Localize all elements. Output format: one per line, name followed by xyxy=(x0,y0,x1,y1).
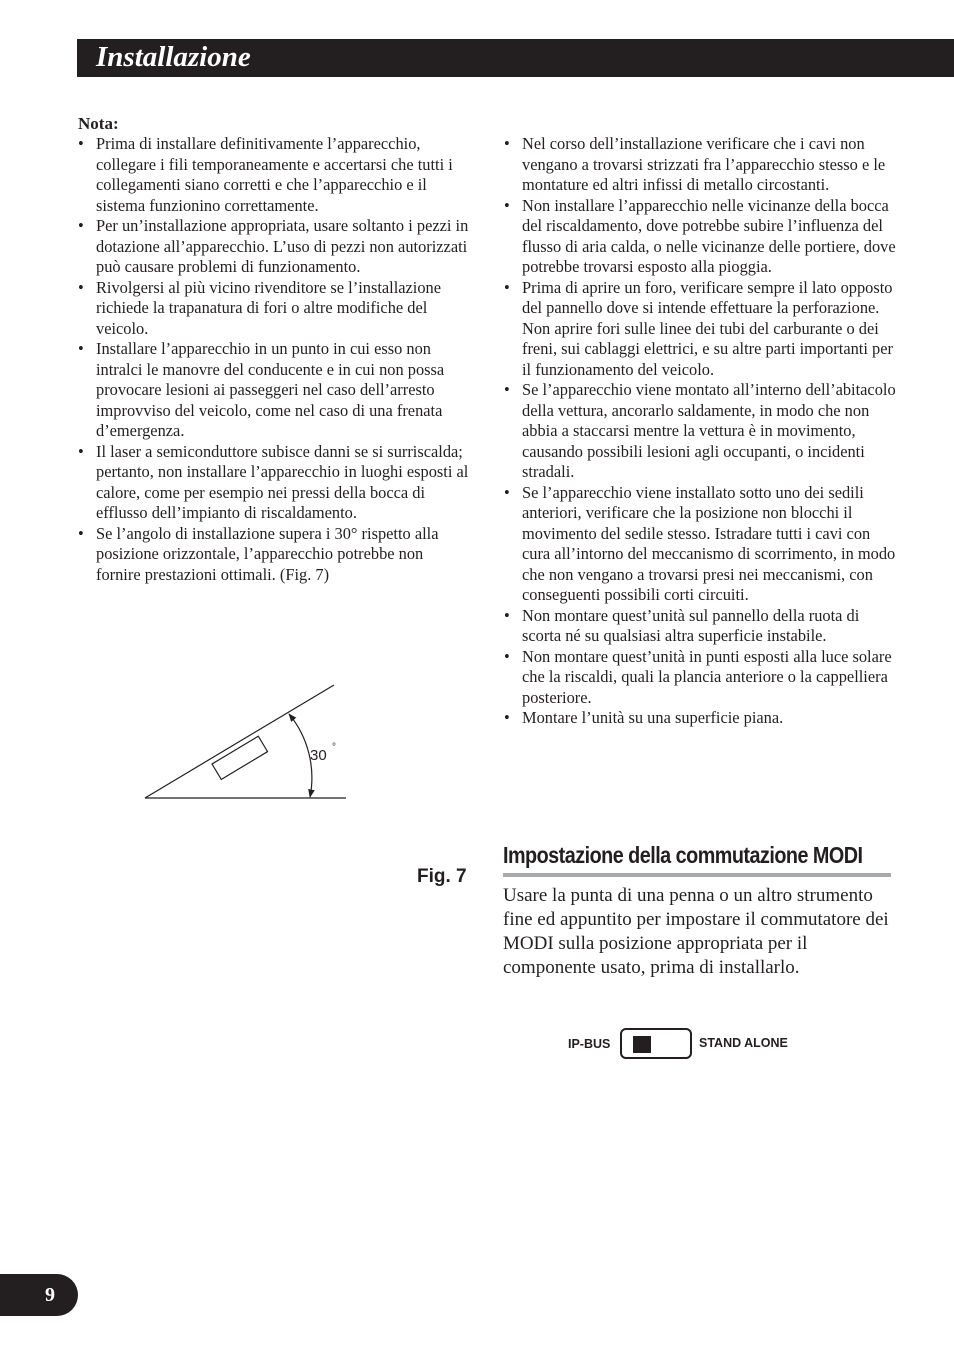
list-item: • Prima di installare definitivamente l’apparecchio, collegare i fili temporaneamente e accertarsi che tutti i collegamenti siano corretti e che l’apparecchio e il sistema funzionino correttamente. xyxy=(78,134,470,216)
list-item: • Il laser a semiconduttore subisce danni se si surriscalda; pertanto, non installare l’apparecchio in luoghi esposti al calore, come per esempio nei pressi della bocca di efflusso dell’impianto di riscaldamento. xyxy=(78,442,470,524)
list-item: • Se l’apparecchio viene installato sotto uno dei sedili anteriori, verificare che la posizione non blocchi il movimento del sedile stesso. Istradare tutti i cavi con cura all’intorno del meccanismo di scorrimento, in modo che non vengano a trovarsi presi nei meccanismi, con conseguenti possibili corti circuiti. xyxy=(504,483,896,606)
switch-label-ip-bus: IP-BUS xyxy=(568,1037,611,1051)
list-item: • Installare l’apparecchio in un punto in cui esso non intralci le manovre del conducente e in cui non possa provocare lesioni ai passeggeri nel caso dell’arresto improvviso del veicolo, come nel caso di una frenata d’emergenza. xyxy=(78,339,470,442)
list-item: • Se l’apparecchio viene montato all’interno dell’abitacolo della vettura, ancorarlo saldamente, in modo che non abbia a staccarsi mentre la vettura è in movimento, causando possibili lesioni agli occupanti, o incidenti stradali. xyxy=(504,380,896,483)
switch-knob xyxy=(633,1036,651,1053)
degree-mark: ° xyxy=(332,742,336,753)
nota-label: Nota: xyxy=(78,114,119,133)
page-title: Installazione xyxy=(96,41,251,73)
list-item: • Rivolgersi al più vicino rivenditore se l’installazione richiede la trapanatura di fori o altre modifiche del veicolo. xyxy=(78,278,470,340)
unit-outline xyxy=(212,736,268,779)
page-number: 9 xyxy=(45,1284,55,1306)
left-bullet-list xyxy=(78,134,470,585)
angle-arc xyxy=(289,714,312,797)
mode-switch xyxy=(620,1028,692,1059)
right-bullet-list xyxy=(504,134,896,729)
list-item: • Se l’angolo di installazione supera i 30° rispetto alla posizione orizzontale, l’apparecchio potrebbe non fornire prestazioni ottimali. (Fig. 7) xyxy=(78,524,470,586)
switch-label-stand-alone: STAND ALONE xyxy=(699,1036,788,1050)
list-item: • Nel corso dell’installazione verificare che i cavi non vengano a trovarsi strizzati fra l’apparecchio stesso e le montature ed altri infissi di metallo circostanti. xyxy=(504,134,896,196)
list-item: • Non montare quest’unità in punti esposti alla luce solare che la riscaldi, quali la plancia anteriore o la cappelliera posteriore. xyxy=(504,647,896,709)
angle-label: 30 xyxy=(310,747,327,764)
list-item: • Per un’installazione appropriata, usare soltanto i pezzi in dotazione all’apparecchio. L’uso di pezzi non autorizzati può causare problemi di funzionamento. xyxy=(78,216,470,278)
figure-caption: Fig. 7 xyxy=(417,866,467,887)
list-item: • Montare l’unità su una superficie piana. xyxy=(504,708,896,729)
section-heading-rule xyxy=(503,873,891,877)
installation-angle-figure xyxy=(140,680,360,810)
page-header-bar xyxy=(77,39,954,77)
section-body-text: Usare la punta di una penna o un altro strumento fine ed appuntito per impostare il commutatore dei MODI sulla posizione appropriata per il componente usato, prima di installarlo. xyxy=(503,885,889,978)
list-item: • Prima di aprire un foro, verificare sempre il lato opposto del pannello dove si intende effettuare la perforazione. Non aprire fori sulle linee dei tubi del carburante o dei freni, sui cablaggi elettrici, e su altre parti importanti per il funzionamento del veicolo. xyxy=(504,278,896,381)
list-item: • Non montare quest’unità sul pannello della ruota di scorta né su qualsiasi altra superficie instabile. xyxy=(504,606,896,647)
list-item: • Non installare l’apparecchio nelle vicinanze della bocca del riscaldamento, dove potrebbe subire l’influenza del flusso di aria calda, o nelle vicinanze delle portiere, dove potrebbe trovarsi esposto alla pioggia. xyxy=(504,196,896,278)
page-number-tab xyxy=(0,1274,78,1316)
right-column xyxy=(504,134,896,729)
section-heading: Impostazione della commutazione MODI xyxy=(503,842,863,868)
left-column xyxy=(78,114,470,585)
